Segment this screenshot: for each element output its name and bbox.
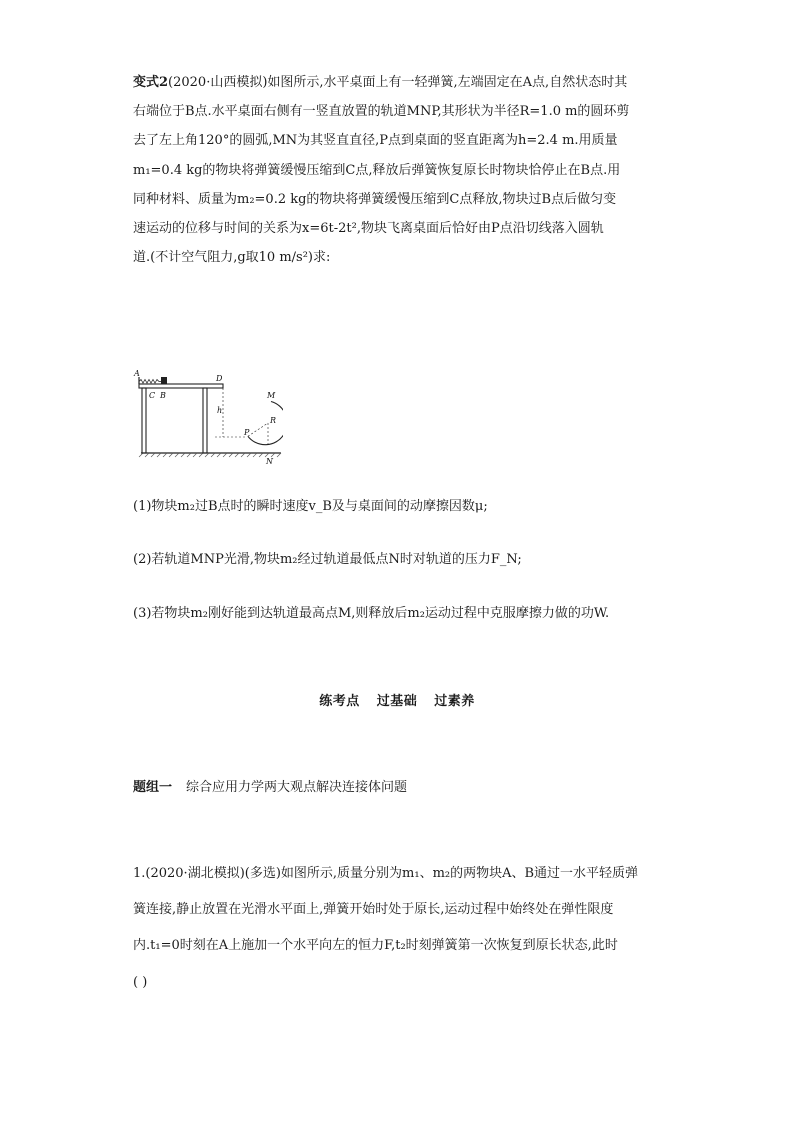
variant-line-3: 去了左上角120°的圆弧,MN为其竖直直径,P点到桌面的竖直距离为h=2.4 m.用质量 [133, 133, 618, 149]
problem-1-line-3: 内.t₁=0时刻在A上施加一个水平向左的恒力F,t₂时刻弹簧第一次恢复到原长状态,此时 [133, 938, 618, 954]
variant-line-7: 道.(不计空气阻力,g取10 m/s²)求: [133, 250, 331, 266]
label-h: h [217, 406, 223, 415]
label-p: P [244, 428, 250, 437]
answer-blank: ( ) [133, 974, 148, 990]
label-n: N [266, 457, 273, 466]
radius-line-p [248, 423, 268, 436]
label-b: B [160, 391, 166, 400]
label-d: D [216, 374, 223, 383]
variant-line-4: m₁=0.4 kg的物块将弹簧缓慢压缩到C点,释放后弹簧恢复原长时物块恰停止在B点.用 [133, 162, 621, 178]
circular-track [248, 402, 283, 445]
question-2: (2)若轨道MNP光滑,物块m₂经过轨道最低点N时对轨道的压力F_N; [133, 552, 522, 567]
question-1: (1)物块m₂过B点时的瞬时速度v_B及与桌面间的动摩擦因数μ; [133, 499, 488, 514]
spring [139, 380, 161, 384]
problem-1 [133, 859, 663, 997]
section-part-3: 过素养 [434, 694, 475, 709]
label-m: M [267, 391, 276, 400]
block [161, 377, 167, 384]
variant-line-2: 右端位于B点.水平桌面右侧有一竖直放置的轨道MNP,其形状为半径R=1.0 m的圆环剪 [133, 104, 630, 120]
group-label: 题组一 [133, 780, 173, 795]
label-r: R [270, 416, 277, 425]
problem-1-line-1: 1.(2020·湖北模拟)(多选)如图所示,质量分别为m₁、m₂的两物块A、B通过一水平轻质弹 [133, 866, 639, 881]
label-c: C [149, 391, 156, 400]
section-part-1: 练考点 [319, 694, 360, 709]
physics-figure [133, 366, 283, 471]
section-title [0, 690, 794, 709]
variant-line-5: 同种材料、质量为m₂=0.2 kg的物块将弹簧缓慢压缩到C点释放,物块过B点后做匀变 [133, 191, 617, 207]
question-3: (3)若物块m₂刚好能到达轨道最高点M,则释放后m₂运动过程中克服摩擦力做的功W. [133, 606, 610, 621]
table-leg-right [203, 388, 207, 453]
ground-hatch [139, 453, 281, 457]
label-a: A [134, 369, 140, 378]
variant-problem [133, 68, 663, 272]
section-part-2: 过基础 [376, 694, 418, 709]
problem-1-line-2: 簧连接,静止放置在光滑水平面上,弹簧开始时处于原长,运动过程中始终处在弹性限度 [133, 902, 614, 918]
table-top [139, 384, 223, 388]
variant-label: 变式2 [133, 75, 169, 90]
variant-line-6: 速运动的位移与时间的关系为x=6t-2t²,物块飞离桌面后恰好由P点沿切线落入圆轨 [133, 221, 604, 237]
group-heading [133, 776, 407, 795]
table-leg-left [142, 388, 146, 453]
variant-line-1: 变式2(2020·山西模拟)如图所示,水平桌面上有一轻弹簧,左端固定在A点,自然状态时其 [133, 75, 628, 90]
group-title-text: 综合应用力学两大观点解决连接体问题 [186, 780, 408, 795]
